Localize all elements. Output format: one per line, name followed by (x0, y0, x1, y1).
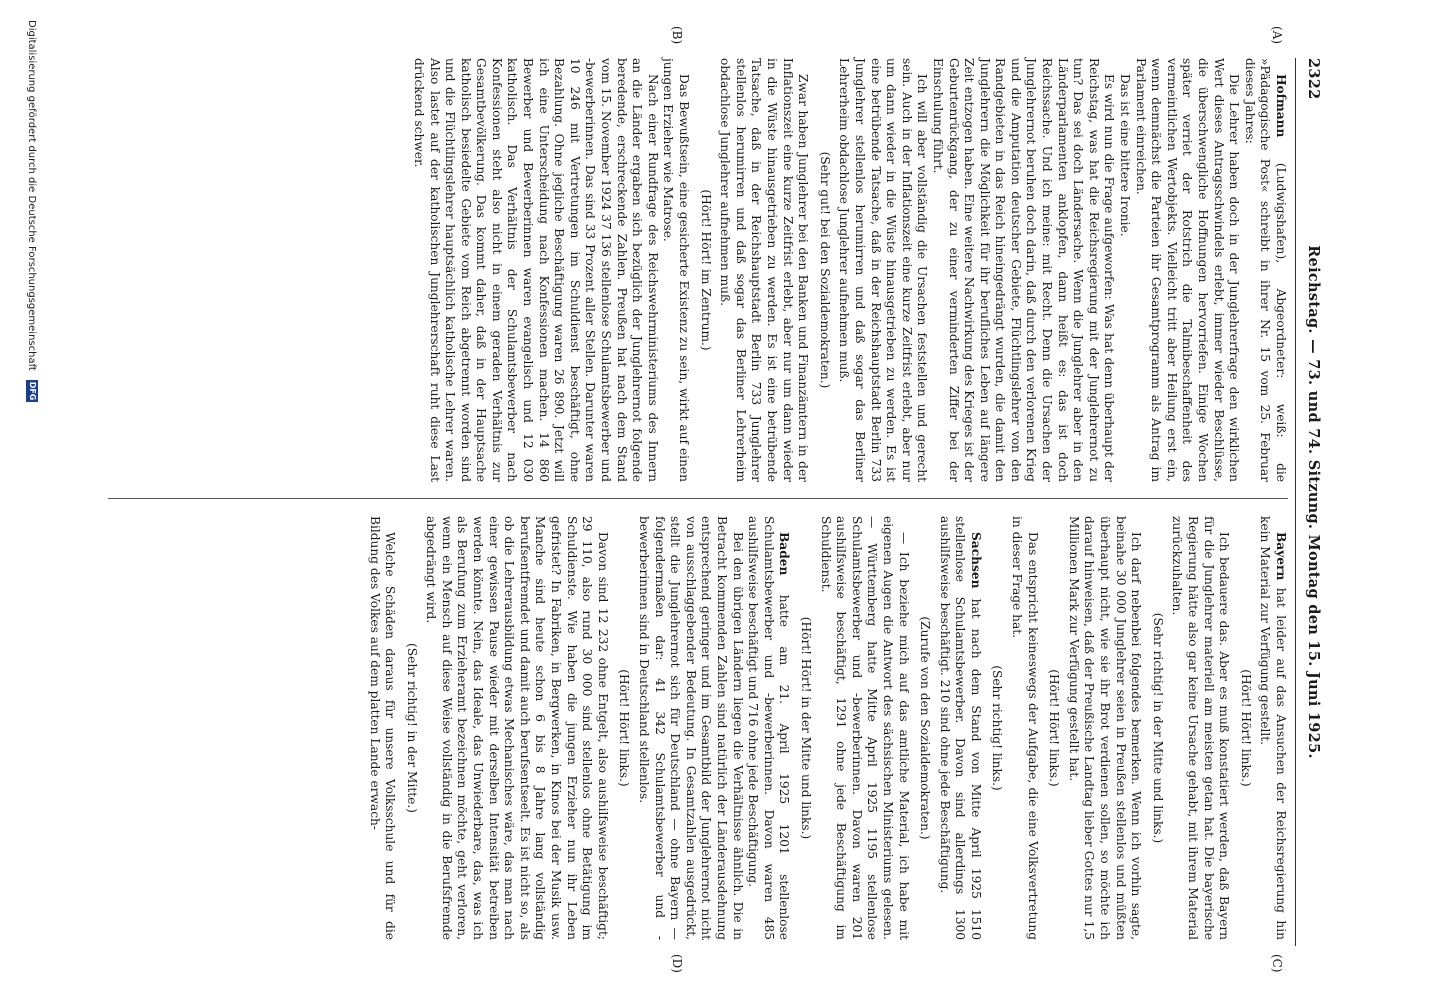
header-rule (1295, 58, 1296, 946)
margin-marker-c: (C) (1270, 954, 1284, 973)
page-number: 2322 (1305, 58, 1322, 100)
page-title: Reichstag. — 73. und 74. Sitzung. Montag den 15. Juni 1925. (1305, 245, 1322, 759)
margin-marker-a: (A) (1270, 26, 1284, 45)
paragraph-text: hat nach dem Stand von Mitte April 1925 1510 stellenlose Schulamtsbewerber. Davon sind allerdings 1300 aushilfsweise beschäftigt. 210 sind ohne jede Beschäftigung. (937, 516, 983, 940)
paragraph: Bei den übrigen Ländern liegen die Verhältnisse ähnlich. Die in Betracht kommenden Zahlen sind natürlich der Länderausdehnung entsprechend geringer und im Gesamtbild der Junglehrernot nicht von ausschlaggebender Bedeutung. In Gesamtzahlen ausgedrückt, stellt die Junglehrernot sich für Deutschland — ohne Bayern — folgendermaßen dar: 41 342 Schulamtsbewerber und -bewerberinnen sind in Deutschland stellenlos. (637, 516, 745, 940)
interjection: (Hört! Hört! im Zentrum.) (698, 189, 713, 351)
interjection: (Sehr richtig! in der Mitte.) (404, 643, 419, 813)
paragraph: Das entspricht keineswegs der Aufgabe, die eine Volksvertretung in dieser Frage hat. (1010, 516, 1040, 940)
paragraph: Ich bedauere das. Aber es muß konstatiert werden, daß Bayern für die Junglehrer materiell am meisten getan hat. Die bayerische Regierung hätte also gar keine Ursache gehabt, mit ihrem Material zurückzuhalten. (1170, 516, 1232, 940)
paragraph: — Ich beziehe mich auf das amtliche Material, ich habe mit eigenen Augen die Antwort des sächsischen Ministeriums gelesen. — Württemberg hatte Mitte April 1925 1195 stellenlose Schulamtsbewerber und -bewerberinnen. Davon waren 201 aushilfsweise beschäftigt, 1291 ohne jede Beschäftigung im Schuldienst. (818, 516, 911, 940)
page-body (104, 26, 1324, 973)
interjection: (Hört! Hört! links.) (1047, 669, 1062, 787)
interjection: (Hört! Hört! links.) (617, 669, 632, 787)
bold-lead-word: Baden (777, 532, 792, 576)
paragraph (1257, 516, 1288, 940)
paragraph: Zwar haben Junglehrer bei den Banken und Finanzämtern in der Inflationszeit eine kurze Zeitfrist erlebt, aber nur um dann wieder in die Wüste hinausgetrieben zu werden. Es ist eine betrübende Tatsache, daß in der Reichshauptstadt Berlin 733 Junglehrer stellenlos herumirren und daß sogar das Berliner Lehrerheim obdachlose Junglehrer aufnehmen muß. (718, 58, 811, 482)
interjection: (Sehr gut! bei den Sozialdemokraten.) (817, 151, 832, 389)
paragraph-text: hatte am 21. April 1925 1201 stellenlose Schulamtsbewerber und -bewerberinnen. Davon waren 485 aushilfsweise beschäftigt und 716 ohne jede Beschäftigung. (746, 516, 792, 940)
paragraph: Ich will aber vollständig die Ursachen feststellen und gerecht sein. Auch in der Inflationszeit eine kurze Zeitfrist erlebt, aber nur um dann wieder in die Wüste hinausgetrieben zu werden. Es ist eine betrübende Tatsache, daß in der Reichshauptstadt Berlin 733 Junglehrer stellenlos herumirren und daß sogar das Berliner Lehrerheim obdachlose Junglehrer aufnehmen muß. (837, 58, 930, 482)
paragraph: Ich darf nebenbei folgendes bemerken. Wenn ich vorhin sagte, beinahe 30 000 Junglehrer seien in Preußen stellenlos und müßten überhaupt nicht, wie sie ihr Brot verdienen sollen, so möchte ich darauf hinweisen, daß der Preußische Landtag lieber Gottes nur 1,5 Millionen Mark zur Verfügung gestellt hat. (1066, 516, 1144, 940)
dfg-logo-icon: DFG (28, 381, 37, 401)
right-column (366, 516, 1288, 940)
bold-lead-word: Hofmann (1274, 74, 1288, 138)
paragraph: Nach einer Rundfrage des Reichswehrministeriums des Innern an die Länder ergaben sich bezüglich der Junglehrernot folgende beredende, erschreckende Zahlen. Preußen hat nach dem Stand vom 15. November 1924 37 136 stellenlose Schulamtsbewerber und -bewerberinnen. Das sind 33 Prozent aller Stellen. Darunter waren 10 246 mit Vertretungen im Schuldienst beschäftigt, ohne Bezahlung. Ohne jegliche Beschäftigung waren 26 890. Jetzt will ich eine Unterscheidung nach Konfessionen machen. 14 860 Bewerber und Bewerberinnen waren evangelisch und 12 030 katholisch. Das Verhältnis der Schulamtsbewerber nach Konfessionen steht also nicht in einem geraden Verhältnis zur Gesamtbevölkerung. Das kommt daher, daß in der Hauptsache katholisch besiedelte Gebiete vom Reich abgetrennt worden sind und die Flüchtlingslehrer hauptsächlich katholische Lehrer waren. Also lastet auf der katholischen Junglehrerschaft ruht diese Last drückend schwer. (411, 58, 660, 482)
paragraph (936, 516, 983, 940)
digitization-credit (26, 20, 38, 980)
paragraph: Die Lehrer haben doch in der Junglehrerfrage den wirklichen Wert dieses Antragsschwindels erlebt, immer wieder Beschlüsse, die überschwengliche Hoffnungen hervorriefen. Einige Wochen später verriet der Rotstrich die Talmibeschaffenheit des vermeintlichen Wertobjekts. Vielleicht tritt aber Heilung erst ein, wenn demnächst die Parteien ihr Gesamtprogramm als Antrag im Parlament einreichen. (1133, 58, 1242, 482)
paragraph-text: hat leider auf das Ansuchen der Reichsregierung hin kein Material zur Verfügung gestellt. (1258, 516, 1288, 940)
interjection: (Sehr richtig! in der Mitte und links.) (1150, 612, 1165, 844)
credit-text: Digitalisierung gefördert durch die Deutsche Forschungsgemeinschaft (26, 20, 37, 371)
paragraph (745, 516, 792, 940)
bold-lead-word: Bayern (1274, 532, 1288, 581)
paragraph (1241, 58, 1288, 482)
paragraph: Das ist eine bittere Ironie. (1118, 74, 1133, 237)
paragraph: Das Bewußtsein, eine gesicherte Existenz zu sein, wirkt auf einen jungen Erzieher wie Matrose. (661, 58, 692, 482)
page-header (1300, 58, 1324, 946)
interjection: (Sehr richtig! links.) (990, 665, 1005, 791)
bold-lead-word: Sachsen (968, 532, 983, 589)
margin-marker-b: (B) (670, 26, 684, 45)
interjection: (Hört! Hört! links.) (1238, 669, 1253, 787)
left-column (410, 58, 1288, 482)
paragraph: Es wird nun die Frage aufgeworfen: Was hat denn überhaupt der Reichstag, was hat die Reichsregierung mit der Junglehrernot zu tun? Das sei doch Ländersache. Wenn die Junglehrer aber in den Länderparlamenten anklopfen, dann heißt es: das ist doch Reichssache. Und ich meine: mit Recht. Denn die Ursachen der Junglehrernot beruhen doch darin, daß durch den verlorenen Krieg und die Amputation deutscher Gebiete, Flüchtlingslehrer von den Randgebieten in das Reich hineingedrängt wurden, die damit den Junglehrern die Möglichkeit für ihr berufliches Leben auf längere Zeit entzogen haben. Eine weitere Nachwirkung des Krieges ist der Geburtenrückgang, der zu einer verminderten Ziffer bei der Einschulung führt. (930, 58, 1117, 482)
paragraph: Welche Schäden daraus für unsere Volksschule und für die Bildung des Volkes auf dem platten Lande erwach- (367, 516, 398, 940)
interjection: (Hört! Hört! in der Mitte und links.) (798, 616, 813, 840)
paragraph: Davon sind 12 232 ohne Entgelt, also aushilfsweise beschäftigt; 29 110, also rund 30 000 sind stellenlos ohne Betätigung im Schuldienste. Wie haben die jungen Erzieher nun ihr Leben gefristet? In Fabriken, in Bergwerken, in Kinos bei der Musik usw. Manche sind heute schon 6 bis 8 Jahre lang vollständig berufsentfremdet und damit auch berufsentseelt. Es ist nicht so, als ob die Lehrerausbildung etwas Mechanisches wäre, das man nach einer gewissen Pause wieder mit derselben Intensität betreiben werden könnte. Nein, das Ideale, das Unwiederbare, das, was ich als Berufung zum Erzieheramt bezeichnen möchte, geht verloren, wenn ein Mensch auf diese Weise vollständig in die Berufsfremde abgedrängt wird. (424, 516, 610, 940)
column-divider (108, 498, 1288, 499)
interjection: (Zurufe von den Sozialdemokraten.) (918, 616, 933, 840)
margin-marker-d: (D) (670, 954, 684, 973)
paragraph-text: (Ludwigshafen), Abgeordneter: weiß: die »Pädagogische Post« schreibt in ihrer Nr. 15 vom 25. Februar dieses Jahres: (1242, 58, 1288, 482)
